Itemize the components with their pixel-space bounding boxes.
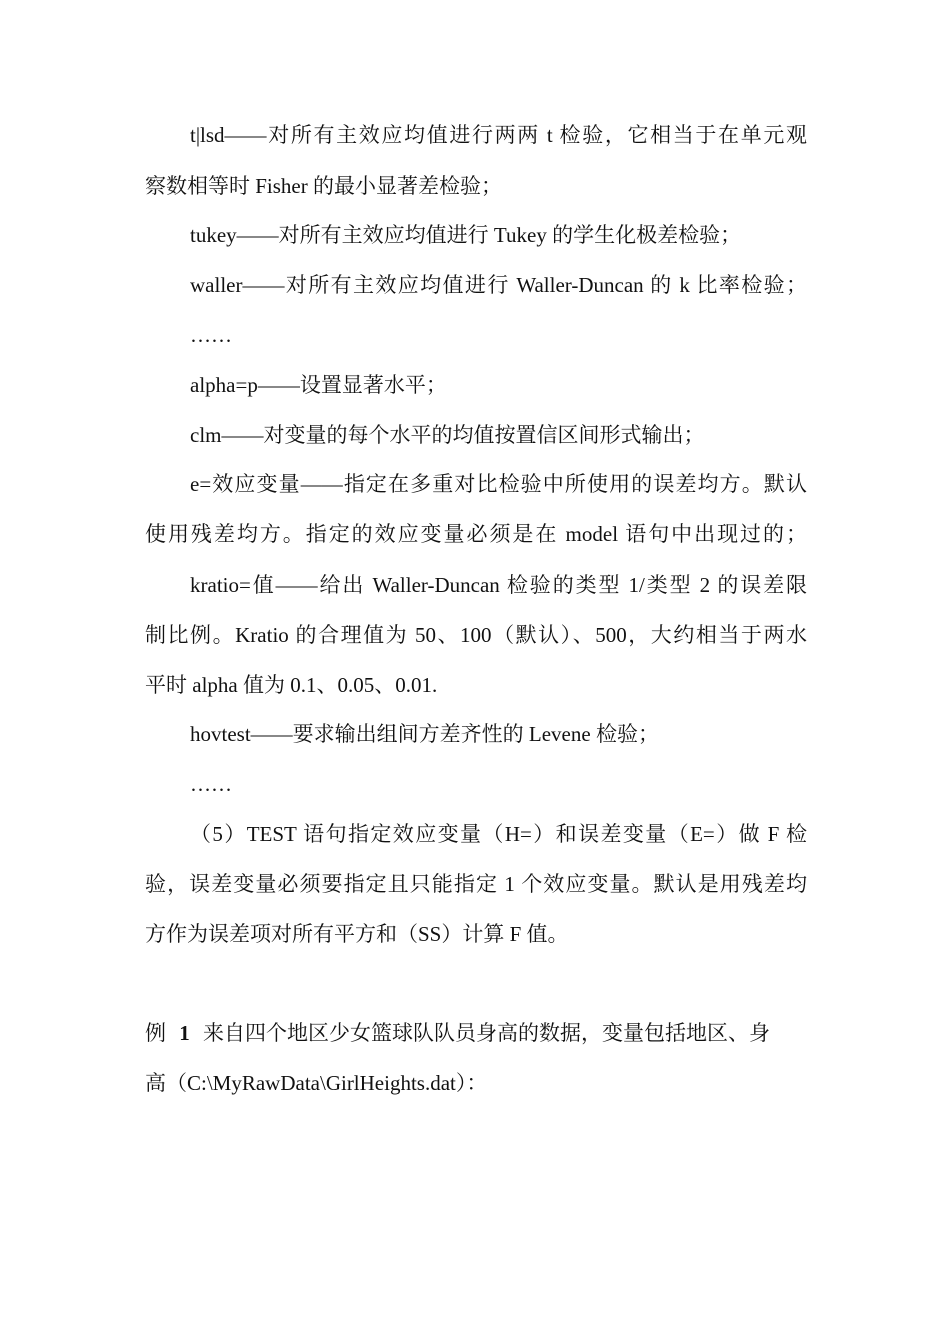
- text-line: tukey——对所有主效应均值进行 Tukey 的学生化极差检验；: [190, 223, 742, 247]
- text-line: 高（C:\MyRawData\GirlHeights.dat）：: [145, 1071, 488, 1095]
- text-line: 验，误差变量必须要指定且只能指定 1 个效应变量。默认是用残差均: [145, 872, 807, 896]
- text-line: 平时 alpha 值为 0.1、0.05、0.01.: [145, 673, 438, 697]
- text-line: 制比例。Kratio 的合理值为 50、100（默认）、500，大约相当于两水: [145, 623, 807, 647]
- text-line: 使用残差均方。指定的效应变量必须是在 model 语句中出现过的；: [145, 522, 807, 546]
- example-label: 例: [145, 1021, 166, 1045]
- example-number: 1: [179, 1021, 190, 1045]
- text-line: clm——对变量的每个水平的均值按置信区间形式输出；: [190, 423, 705, 447]
- ellipsis-line: ……: [190, 323, 232, 347]
- text-line: t|lsd——对所有主效应均值进行两两 t 检验，它相当于在单元观: [190, 123, 807, 147]
- example-line: [145, 1018, 807, 1048]
- text-line: 方作为误差项对所有平方和（SS）计算 F 值。: [145, 922, 569, 946]
- text-line: 察数相等时 Fisher 的最小显著差检验；: [145, 174, 502, 198]
- text-line: kratio=值——给出 Waller-Duncan 检验的类型 1/类型 2 的误差限: [190, 573, 807, 597]
- ellipsis-line: ……: [190, 772, 232, 796]
- text-line: hovtest——要求输出组间方差齐性的 Levene 检验；: [190, 722, 659, 746]
- text-line: alpha=p——设置显著水平；: [190, 373, 447, 397]
- text-line: waller——对所有主效应均值进行 Waller-Duncan 的 k 比率检验；: [190, 273, 807, 297]
- example-text: 来自四个地区少女篮球队队员身高的数据，变量包括地区、身: [203, 1021, 770, 1045]
- text-line: e=效应变量——指定在多重对比检验中所使用的误差均方。默认: [190, 472, 807, 496]
- text-line: （5）TEST 语句指定效应变量（H=）和误差变量（E=）做 F 检: [190, 822, 807, 846]
